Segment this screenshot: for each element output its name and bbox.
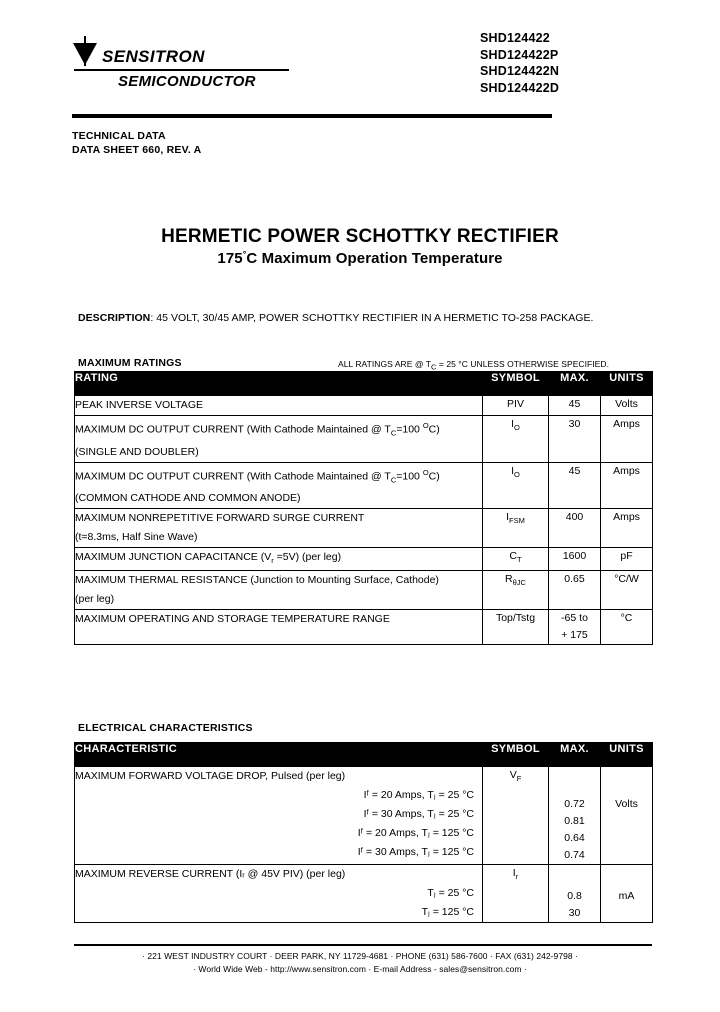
- max-value: 0.64: [564, 832, 585, 844]
- rating-text-line2: (t=8.3ms, Half Sine Wave): [75, 531, 198, 544]
- symbol-subscript: O: [514, 469, 520, 479]
- rating-text-line2: (per leg): [75, 593, 115, 606]
- subtitle-rest: C Maximum Operation Temperature: [246, 250, 503, 267]
- table-row: [75, 610, 653, 645]
- part-number: SHD124422: [480, 31, 550, 45]
- symbol-text: R: [505, 573, 513, 586]
- rating-max: 1600: [549, 548, 601, 571]
- footer-address-line: · 221 WEST INDUSTRY COURT · DEER PARK, NY 11729-4681 · PHONE (631) 586-7600 · FAX (631) 242-9798 ·: [142, 951, 578, 961]
- max-value: 0.72: [564, 798, 585, 810]
- characteristic-title: MAXIMUM FORWARD VOLTAGE DROP, Pulsed (per leg): [75, 770, 346, 782]
- rating-subscript: r: [271, 556, 274, 566]
- col-units: UNITS: [601, 372, 653, 396]
- characteristic-symbol: [483, 767, 549, 865]
- note-subscript: C: [431, 362, 437, 372]
- electrical-characteristics-table: [74, 742, 653, 923]
- rating-units: Amps: [601, 462, 653, 509]
- characteristic-max: [549, 767, 601, 865]
- symbol-subscript: FSM: [509, 516, 525, 526]
- table-row: [75, 571, 653, 610]
- rating-desc: [75, 548, 483, 571]
- rating-text-tail: =100: [396, 423, 423, 436]
- symbol-subscript: θJC: [512, 578, 526, 588]
- symbol-text: I: [511, 418, 515, 430]
- col-rating: RATING: [75, 372, 483, 396]
- footer-web-line: · World Wide Web - http://www.sensitron.com · E-mail Address - sales@sensitron.com ·: [193, 964, 527, 974]
- rating-max: [549, 610, 601, 645]
- rating-desc: [75, 610, 483, 645]
- table-row: [75, 462, 653, 509]
- characteristic-title: MAXIMUM REVERSE CURRENT (Iᵣ @ 45V PIV) (per leg): [75, 868, 346, 880]
- symbol-subscript: F: [516, 774, 522, 784]
- test-condition: Tⱼ = 125 °C: [421, 906, 474, 918]
- description-label: DESCRIPTION: [78, 312, 151, 324]
- data-sheet-revision: DATA SHEET 660, REV. A: [72, 143, 202, 156]
- logo-underline: [74, 69, 289, 71]
- rating-units: pF: [601, 548, 653, 571]
- part-number: SHD124422D: [480, 80, 560, 95]
- rating-units: °C/W: [601, 571, 653, 610]
- col-symbol: SYMBOL: [483, 743, 549, 767]
- table-row: [75, 509, 653, 548]
- max-ratings-heading: MAXIMUM RATINGS: [78, 357, 182, 369]
- symbol-text: I: [506, 511, 510, 524]
- rating-text: MAXIMUM JUNCTION CAPACITANCE (V: [75, 551, 272, 564]
- rating-units: Amps: [601, 509, 653, 548]
- rating-desc: [75, 396, 483, 416]
- characteristic-desc: [75, 767, 483, 865]
- symbol-text: I: [512, 867, 516, 879]
- footer-divider: [74, 944, 652, 946]
- maximum-ratings-table: [74, 371, 653, 645]
- rating-max: 400: [549, 509, 601, 548]
- rating-text-end: C): [428, 423, 440, 436]
- description-line: [78, 312, 594, 324]
- rating-symbol: [483, 396, 549, 416]
- rating-text-line2: (SINGLE AND DOUBLER): [75, 445, 199, 458]
- characteristic-max: [549, 865, 601, 923]
- table-header-row: [75, 743, 653, 767]
- table-header-row: [75, 372, 653, 396]
- test-condition: Iᶠ = 20 Amps, Tⱼ = 25 °C: [363, 789, 474, 801]
- part-number-list: [480, 30, 650, 96]
- rating-subscript: C: [390, 475, 397, 485]
- table-row: [75, 865, 653, 923]
- rating-text: MAXIMUM DC OUTPUT CURRENT (With Cathode Maintained @ T: [75, 470, 391, 483]
- col-symbol: SYMBOL: [483, 372, 549, 396]
- test-condition: Iᶠ = 20 Amps, Tⱼ = 125 °C: [357, 827, 474, 839]
- characteristic-symbol: [483, 865, 549, 923]
- rating-max-line1: -65 to: [561, 612, 588, 625]
- symbol-subscript: r: [515, 872, 519, 882]
- table-row: [75, 548, 653, 571]
- rating-text-tail: =100: [396, 470, 423, 483]
- subtitle-temp: 175: [217, 250, 243, 267]
- symbol-subscript: O: [514, 423, 520, 433]
- degree-icon: °: [242, 249, 247, 259]
- units-text: mA: [618, 890, 635, 902]
- rating-symbol: [483, 548, 549, 571]
- rating-max-line2: + 175: [561, 629, 588, 642]
- note-part2: = 25 °C UNLESS OTHERWISE SPECIFIED.: [436, 359, 609, 369]
- rating-units: Amps: [601, 416, 653, 463]
- page-subtitle: [0, 249, 720, 267]
- electrical-characteristics-heading: ELECTRICAL CHARACTERISTICS: [78, 722, 253, 734]
- symbol-text: I: [511, 464, 515, 477]
- max-value: 0.74: [564, 849, 585, 861]
- rating-text: MAXIMUM NONREPETITIVE FORWARD SURGE CURRENT: [75, 512, 365, 525]
- table-row: [75, 396, 653, 416]
- degree-icon: O: [422, 421, 429, 430]
- characteristic-units: [601, 865, 653, 923]
- rating-text-tail: =5V) (per leg): [273, 551, 342, 564]
- rating-max: 45: [549, 462, 601, 509]
- rating-symbol: [483, 462, 549, 509]
- rating-symbol: [483, 571, 549, 610]
- col-max: MAX.: [549, 743, 601, 767]
- max-value: 0.81: [564, 815, 585, 827]
- rating-units: Volts: [601, 396, 653, 416]
- rating-desc: [75, 462, 483, 509]
- page-title: HERMETIC POWER SCHOTTKY RECTIFIER: [161, 226, 559, 247]
- rating-desc: [75, 509, 483, 548]
- col-max: MAX.: [549, 372, 601, 396]
- company-name: SENSITRON: [102, 47, 205, 66]
- symbol-text: Top/Tstg: [495, 612, 536, 625]
- characteristic-desc: [75, 865, 483, 923]
- rating-max: 0.65: [549, 571, 601, 610]
- note-part1: ALL RATINGS ARE @ T: [338, 359, 432, 369]
- technical-data-label: TECHNICAL DATA: [72, 130, 166, 142]
- rating-desc: [75, 571, 483, 610]
- company-logo: [72, 36, 372, 90]
- rating-subscript: C: [390, 428, 397, 438]
- characteristic-units: [601, 767, 653, 865]
- rating-units: °C: [601, 610, 653, 645]
- units-text: Volts: [615, 798, 638, 810]
- symbol-text: C: [509, 550, 517, 563]
- rating-text-end: C): [428, 470, 440, 483]
- test-condition: Tⱼ = 25 °C: [427, 887, 474, 899]
- max-value: 0.8: [567, 890, 582, 902]
- col-units: UNITS: [601, 743, 653, 767]
- technical-data-block: [72, 130, 201, 157]
- rating-text: PEAK INVERSE VOLTAGE: [75, 399, 203, 411]
- table-row: [75, 416, 653, 463]
- symbol-text: V: [509, 769, 517, 781]
- part-number: SHD124422P: [480, 47, 559, 62]
- rating-text-line2: (COMMON CATHODE AND COMMON ANODE): [75, 492, 301, 505]
- rating-desc: [75, 416, 483, 463]
- rating-symbol: [483, 610, 549, 645]
- description-text: : 45 VOLT, 30/45 AMP, POWER SCHOTTKY RECTIFIER IN A HERMETIC TO-258 PACKAGE.: [150, 312, 594, 324]
- company-subtitle: SEMICONDUCTOR: [118, 73, 256, 90]
- symbol-text: PIV: [507, 398, 524, 410]
- part-number: SHD124422N: [480, 64, 560, 78]
- symbol-subscript: T: [517, 555, 522, 565]
- header-divider: [72, 114, 552, 118]
- page-footer: [0, 950, 720, 976]
- rating-max: 30: [549, 416, 601, 463]
- col-characteristic: CHARACTERISTIC: [75, 743, 483, 767]
- rating-text: MAXIMUM THERMAL RESISTANCE (Junction to Mounting Surface, Cathode): [75, 574, 439, 587]
- rating-symbol: [483, 416, 549, 463]
- rating-text: MAXIMUM OPERATING AND STORAGE TEMPERATURE RANGE: [75, 613, 390, 626]
- diode-symbol-icon: [72, 36, 98, 68]
- page-header: [72, 30, 650, 110]
- max-value: 30: [568, 907, 581, 919]
- rating-text: MAXIMUM DC OUTPUT CURRENT (With Cathode Maintained @ T: [75, 423, 391, 436]
- degree-icon: O: [422, 467, 429, 477]
- rating-max: 45: [549, 396, 601, 416]
- max-ratings-note: [338, 359, 609, 372]
- rating-symbol: [483, 509, 549, 548]
- test-condition: Iᶠ = 30 Amps, Tⱼ = 125 °C: [357, 846, 474, 858]
- table-row: [75, 767, 653, 865]
- test-condition: Iᶠ = 30 Amps, Tⱼ = 25 °C: [363, 808, 474, 820]
